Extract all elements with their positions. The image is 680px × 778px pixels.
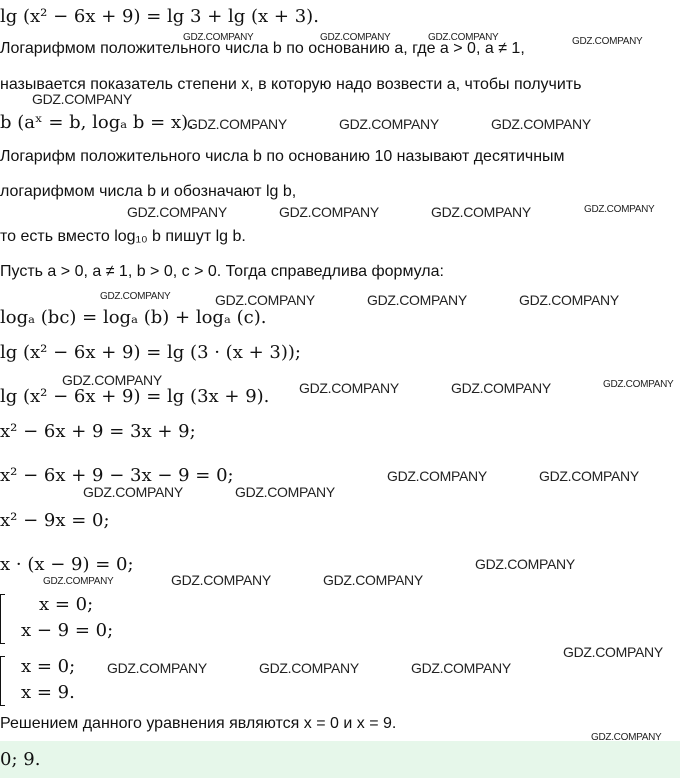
step-equation-2: lg (x² − 6x + 9) = lg (3x + 9). xyxy=(0,386,270,407)
watermark: GDZ.COMPANY xyxy=(411,660,511,676)
decimal-log-line3: то есть вместо log₁₀ b пишут lg b. xyxy=(0,228,246,245)
watermark: GDZ.COMPANY xyxy=(235,484,335,500)
watermark: GDZ.COMPANY xyxy=(603,379,674,390)
definition-log-line1: Логарифмом положительного числа b по основанию a, где a > 0, a ≠ 1, xyxy=(0,40,525,57)
decimal-log-line1: Логарифм положительного числа b по основанию 10 называют десятичным xyxy=(0,148,565,165)
watermark: GDZ.COMPANY xyxy=(171,572,271,588)
watermark: GDZ.COMPANY xyxy=(339,116,439,132)
watermark: GDZ.COMPANY xyxy=(475,556,575,572)
watermark: GDZ.COMPANY xyxy=(431,204,531,220)
watermark: GDZ.COMPANY xyxy=(62,372,162,388)
watermark: GDZ.COMPANY xyxy=(83,484,183,500)
watermark: GDZ.COMPANY xyxy=(187,116,287,132)
watermark: GDZ.COMPANY xyxy=(320,32,391,43)
decimal-log-line2: логарифмом числа b и обозначают lg b, xyxy=(0,183,297,200)
watermark: GDZ.COMPANY xyxy=(183,32,254,43)
watermark: GDZ.COMPANY xyxy=(215,292,315,308)
watermark: GDZ.COMPANY xyxy=(299,380,399,396)
watermark: GDZ.COMPANY xyxy=(539,468,639,484)
watermark: GDZ.COMPANY xyxy=(259,660,359,676)
watermark: GDZ.COMPANY xyxy=(32,91,132,107)
step-equation-1: lg (x² − 6x + 9) = lg (3 · (x + 3)); xyxy=(0,342,301,363)
step-equation-5: x² − 9x = 0; xyxy=(0,510,110,531)
system-1-line-2: x − 9 = 0; xyxy=(21,620,114,641)
system-2-line-2: x = 9. xyxy=(21,682,75,703)
watermark: GDZ.COMPANY xyxy=(451,380,551,396)
definition-log-line2: называется показатель степени x, в которую надо возвести a, чтобы получить xyxy=(0,76,582,93)
watermark: GDZ.COMPANY xyxy=(563,644,663,660)
system-bracket-1 xyxy=(0,594,121,644)
answer-value: 0; 9. xyxy=(0,749,41,770)
watermark: GDZ.COMPANY xyxy=(387,468,487,484)
product-rule-formula: logₐ (bc) = logₐ (b) + logₐ (c). xyxy=(0,307,267,328)
watermark: GDZ.COMPANY xyxy=(572,36,643,47)
watermark: GDZ.COMPANY xyxy=(127,204,227,220)
watermark: GDZ.COMPANY xyxy=(323,572,423,588)
watermark: GDZ.COMPANY xyxy=(43,576,114,587)
solution-statement: Решением данного уравнения являются x = 0 и x = 9. xyxy=(0,715,397,732)
equation-original: lg (x² − 6x + 9) = lg 3 + lg (x + 3). xyxy=(0,6,319,27)
system-1-line-1: x = 0; xyxy=(39,594,94,615)
watermark: GDZ.COMPANY xyxy=(107,660,207,676)
system-2-line-1: x = 0; xyxy=(21,656,76,677)
watermark: GDZ.COMPANY xyxy=(591,732,662,743)
watermark: GDZ.COMPANY xyxy=(584,204,655,215)
step-equation-6: x · (x − 9) = 0; xyxy=(0,554,134,575)
watermark: GDZ.COMPANY xyxy=(519,292,619,308)
watermark: GDZ.COMPANY xyxy=(279,204,379,220)
watermark: GDZ.COMPANY xyxy=(367,292,467,308)
product-rule-intro: Пусть a > 0, a ≠ 1, b > 0, c > 0. Тогда справедлива формула: xyxy=(0,263,444,280)
watermark: GDZ.COMPANY xyxy=(428,32,499,43)
watermark: GDZ.COMPANY xyxy=(491,116,591,132)
watermark: GDZ.COMPANY xyxy=(100,291,171,302)
step-equation-3: x² − 6x + 9 = 3x + 9; xyxy=(0,421,196,442)
step-equation-4: x² − 6x + 9 − 3x − 9 = 0; xyxy=(0,465,234,486)
system-bracket-2 xyxy=(0,656,91,706)
definition-log-line3: b (aˣ = b, logₐ b = x). xyxy=(0,112,194,133)
answer-box xyxy=(0,741,680,778)
